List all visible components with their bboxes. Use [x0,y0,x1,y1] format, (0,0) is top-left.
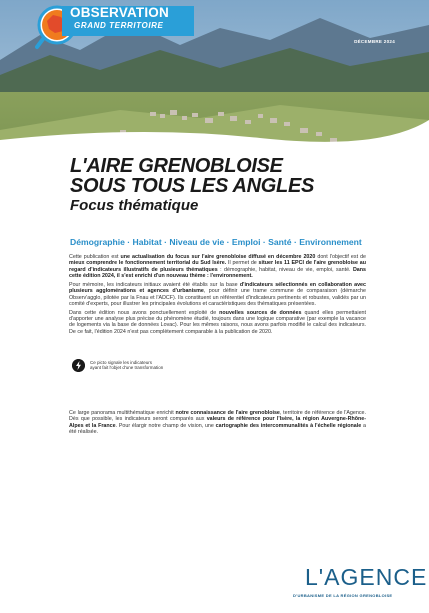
agency-subtitle: D'URBANISME DE LA RÉGION GRENOBLOISE [293,593,393,598]
paragraph-3: Dans cette édition nous avons ponctuellement exploité de nouvelles sources de données quand elles permettaient d'apporter une analyse plus précise du phénomène étudié, toujours dans une logique comparative (par exemple la vacance de logements via la base de données Lovac). Pour les mêmes raisons, nous avons parfois modifié le calcul des indicateurs. De ce fait, l'édition 2024 n'est pas complètement comparable à la publication de 2020. [69,309,366,335]
pictogram-note [72,359,212,373]
paragraph-1: Cette publication est une actualisation du focus sur l'aire grenobloise diffusé en décembre 2020 dont l'objectif est de mieux comprendre le fonctionnement territorial du Sud Isère. Il permet de situer les 11 EPCI de l'aire grenobloise au regard d'indicateurs illustratifs de plusieurs thématiques : démographie, habitat, niveau de vie, emploi, santé. Dans cette édition 2024, il s'est enrichi d'un nouveau thème : l'environnement. [69,254,367,280]
page-title-line1: L'AIRE GRENOBLOISE [70,155,283,177]
brand-subtitle: GRAND TERRITOIRE [74,21,164,30]
page-subtitle: Focus thématique [70,197,199,214]
page-title-line2: SOUS TOUS LES ANGLES [70,175,315,197]
title-block [70,156,370,215]
lightning-icon [72,359,85,372]
brand-title: OBSERVATION [70,5,169,20]
pictogram-note-text: Ce picto signale les indicateurs ayant fait l'objet d'une transformation [90,360,164,371]
paragraph-2: Pour mémoire, les indicateurs initiaux avaient été établis sur la base d'indicateurs sélectionnés en collaboration avec plusieurs agglomérations et agences d'urbanisme, pour définir une trame commune de comparaison (démarche Observ'agglo, pilotée par la Fnau et l'ADCF). Ils constituent un référentiel d'indicateurs pertinents et robustes, validés par un comité d'experts, pour illustrer les principales évolutions et caractéristiques des thématiques présentées. [69,281,367,308]
conclusion-text: Ce large panorama multithématique enrichit notre connaissance de l'aire grenobloise, territoire de référence de l'Agence. Dès que possible, les indicateurs seront comparés aux valeurs de référence pour l'Isère, la région Auvergne-Rhône-Alpes et la France. Pour élargir notre champ de vision, une cartographie des intercommunalités à l'échelle régionale a été réalisée. [69,410,366,436]
issue-date: DÉCEMBRE 2024 [354,39,395,44]
agency-logo [293,564,428,608]
agency-name: L'AGENCE [305,564,428,590]
intro-text [69,254,366,337]
themes-list: Démographie · Habitat · Niveau de vie · Emploi · Santé · Environnement [70,237,362,247]
